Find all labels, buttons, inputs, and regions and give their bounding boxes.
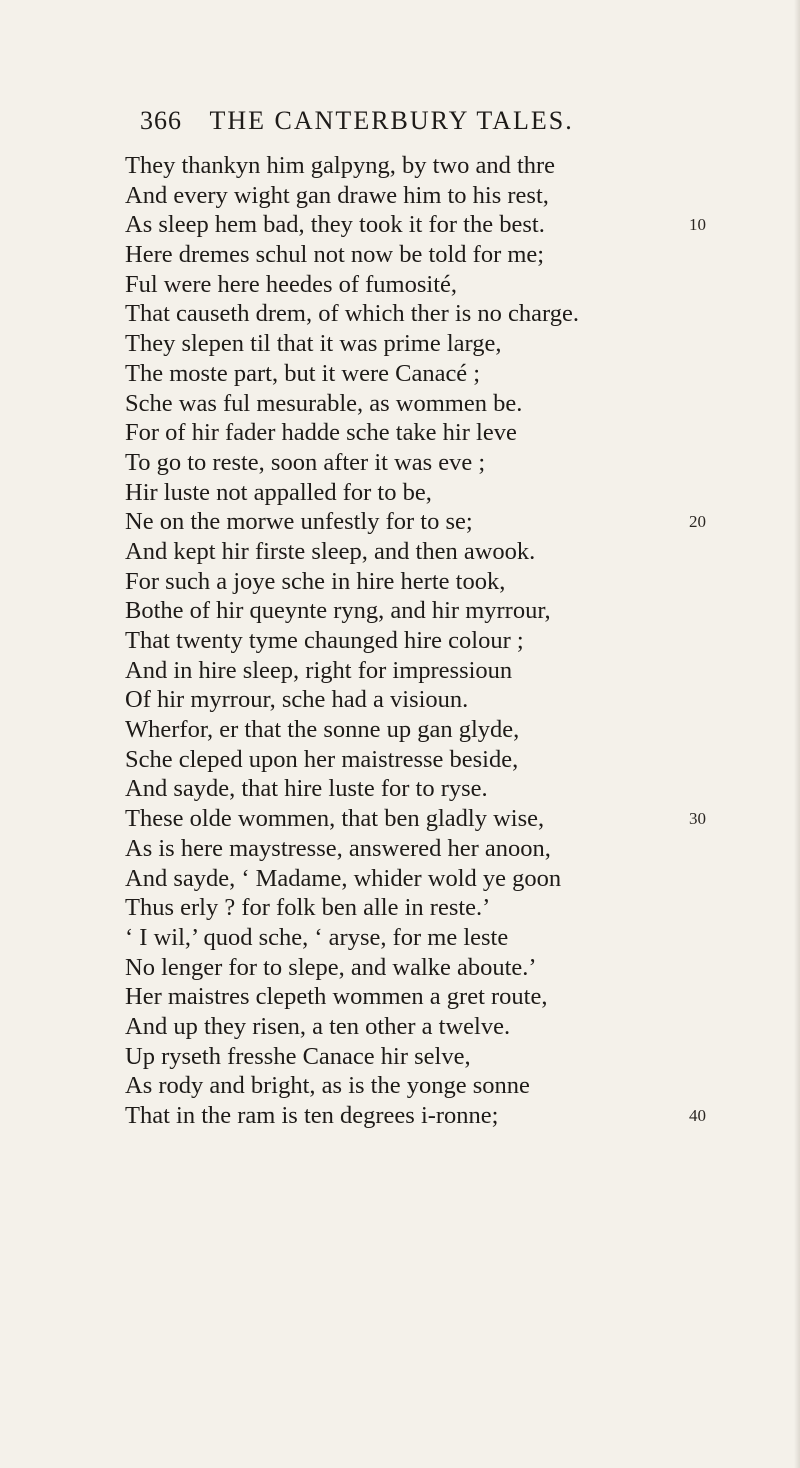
line-text: Thus erly ? for folk ben alle in reste.’ [125, 894, 491, 922]
line-text: And sayde, ‘ Madame, whider wold ye goon [125, 864, 562, 892]
poem-line [125, 478, 775, 508]
line-text: Ful were here heedes of fumosité, [125, 270, 457, 298]
poem-line [125, 537, 775, 567]
poem-line [125, 982, 775, 1012]
poem-line [125, 923, 775, 953]
line-text: To go to reste, soon after it was eve ; [125, 448, 486, 476]
poem-line [125, 1042, 775, 1072]
line-number: 20 [689, 512, 706, 532]
line-text: They thankyn him galpyng, by two and thre [125, 152, 556, 179]
line-text: And every wight gan drawe him to his rest, [125, 181, 549, 209]
poem-line [125, 1071, 775, 1101]
line-text: And kept hir firste sleep, and then awook. [125, 537, 536, 565]
poem-line [125, 715, 775, 745]
poem-line [125, 329, 775, 359]
line-text: Sche cleped upon her maistresse beside, [125, 745, 519, 773]
line-text: That in the ram is ten degrees i-ronne; [125, 1102, 499, 1129]
line-text: Of hir myrrour, sche had a visioun. [125, 686, 469, 714]
line-number: 10 [689, 215, 706, 235]
poem-line [125, 359, 775, 389]
line-text: These olde wommen, that ben gladly wise, [125, 805, 545, 833]
poem-line [125, 685, 775, 715]
line-text: No lenger for to slepe, and walke aboute.’ [125, 953, 537, 981]
poem-line [125, 893, 775, 923]
line-text: As sleep hem bad, they took it for the best. [125, 211, 545, 239]
poem-line [125, 656, 775, 686]
line-text: That twenty tyme chaunged hire colour ; [125, 627, 524, 654]
line-text: Hir luste not appalled for to be, [125, 478, 432, 506]
line-text: Up ryseth fresshe Canace hir selve, [125, 1042, 471, 1070]
page-header [140, 106, 574, 136]
line-text: As is here maystresse, answered her anoon, [125, 834, 551, 862]
poem-line [125, 804, 775, 834]
poem-line [125, 151, 775, 181]
poem-line [125, 567, 775, 597]
line-text: Here dremes schul not now be told for me; [125, 241, 545, 269]
poem-line [125, 448, 775, 478]
line-text: As rody and bright, as is the yonge sonne [125, 1072, 530, 1100]
poem-line [125, 507, 775, 537]
poem-line [125, 745, 775, 775]
poem-line [125, 270, 775, 300]
poem-line [125, 774, 775, 804]
line-text: Bothe of hir queynte ryng, and hir myrrour, [125, 597, 551, 625]
line-text: Sche was ful mesurable, as wommen be. [125, 389, 523, 417]
line-text: And up they risen, a ten other a twelve. [125, 1012, 511, 1040]
line-text: And in hire sleep, right for impressioun [125, 656, 513, 684]
poem-line [125, 596, 775, 626]
poem-line [125, 1101, 775, 1131]
poem-line [125, 299, 775, 329]
line-text: Ne on the morwe unfestly for to se; [125, 508, 473, 536]
line-text: The moste part, but it were Canacé ; [125, 359, 481, 387]
line-text: They slepen til that it was prime large, [125, 330, 502, 358]
poem-line [125, 240, 775, 270]
line-text: For such a joye sche in hire herte took, [125, 567, 506, 595]
poem-line [125, 389, 775, 419]
line-text: Her maistres clepeth wommen a gret route, [125, 983, 548, 1011]
poem-line [125, 626, 775, 656]
running-title: THE CANTERBURY TALES. [209, 106, 574, 135]
poem-line [125, 210, 775, 240]
poem-text [125, 151, 775, 1131]
line-text: Wherfor, er that the sonne up gan glyde, [125, 716, 520, 744]
poem-line [125, 418, 775, 448]
page-edge-shadow [794, 0, 800, 1468]
line-text: For of hir fader hadde sche take hir leve [125, 419, 517, 447]
poem-line [125, 181, 775, 211]
line-number: 40 [689, 1106, 706, 1125]
poem-line [125, 953, 775, 983]
page-number: 366 [140, 106, 182, 135]
line-number: 30 [689, 809, 706, 829]
line-text: ‘ I wil,’ quod sche, ‘ aryse, for me leste [125, 923, 509, 951]
poem-line [125, 864, 775, 894]
line-text: That causeth drem, of which ther is no charge. [125, 300, 580, 328]
poem-line [125, 834, 775, 864]
line-text: And sayde, that hire luste for to ryse. [125, 775, 488, 803]
poem-line [125, 1012, 775, 1042]
